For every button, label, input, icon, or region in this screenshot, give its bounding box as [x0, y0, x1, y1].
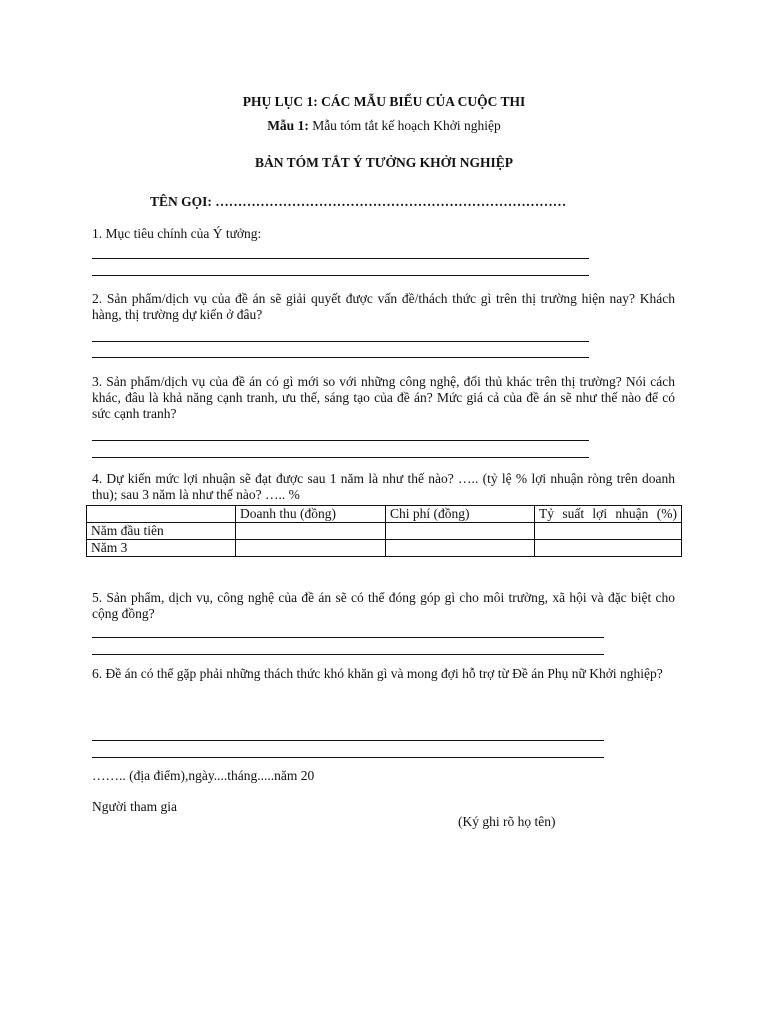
answer-line-5a[interactable] — [92, 637, 604, 638]
name-field[interactable] — [150, 194, 566, 210]
form-description: Mẫu tóm tắt kế hoạch Khởi nghiệp — [312, 118, 501, 133]
table-header-margin-label: Tỷ suất lợi nhuận (%) — [539, 506, 677, 521]
table-row-label: Năm 3 — [87, 540, 236, 557]
answer-line-3a[interactable] — [92, 440, 589, 441]
answer-line-1a[interactable] — [92, 258, 589, 259]
question-4: 4. Dự kiến mức lợi nhuận sẽ đạt được sau 1 năm là như thế nào? ….. (tỷ lệ % lợi nhuận ròng trên doanh thu); sau 3 năm là như thế nào? ….. % — [92, 471, 675, 502]
question-6: 6. Đề án có thể gặp phải những thách thức khó khăn gì và mong đợi hỗ trợ từ Đề án Phụ nữ Khởi nghiệp? — [92, 666, 663, 681]
form-subtitle — [0, 118, 768, 134]
question-3: 3. Sản phẩm/dịch vụ của đề án có gì mới so với những công nghệ, đối thủ khác trên thị trường? Nói cách khác, đâu là khả năng cạnh tranh, ưu thế, sáng tạo của đề án? Mức giá cả của đề án sẽ như thế nào để có sức cạnh tranh? — [92, 374, 675, 421]
table-row — [87, 523, 682, 540]
question-1: 1. Mục tiêu chính của Ý tưởng: — [92, 226, 262, 241]
answer-line-1b[interactable] — [92, 275, 589, 276]
table-header-margin — [535, 506, 682, 523]
table-row-label: Năm đầu tiên — [87, 523, 236, 540]
profit-table — [86, 505, 682, 557]
place-date: …….. (địa điểm),ngày....tháng.....năm 20 — [92, 768, 315, 783]
table-cell[interactable] — [236, 523, 386, 540]
table-header-row — [87, 506, 682, 523]
answer-line-2b[interactable] — [92, 357, 589, 358]
document-title: BẢN TÓM TẮT Ý TƯỞNG KHỞI NGHIỆP — [254, 155, 514, 170]
appendix-title: PHỤ LỤC 1: CÁC MẪU BIỂU CỦA CUỘC THI — [242, 94, 526, 109]
table-cell[interactable] — [236, 540, 386, 557]
table-header-revenue: Doanh thu (đồng) — [236, 506, 386, 523]
answer-line-6a[interactable] — [92, 740, 604, 741]
answer-line-5b[interactable] — [92, 654, 604, 655]
table-header-cost: Chi phí (đồng) — [386, 506, 535, 523]
question-5: 5. Sản phẩm, dịch vụ, công nghệ của đề án sẽ có thể đóng góp gì cho môi trường, xã hội và đặc biệt cho cộng đồng? — [92, 590, 675, 621]
signature-label: (Ký ghi rõ họ tên) — [458, 814, 556, 829]
table-cell[interactable] — [535, 523, 682, 540]
name-dots: …………………………………………………………………… — [215, 194, 567, 209]
table-row — [87, 540, 682, 557]
table-cell[interactable] — [535, 540, 682, 557]
table-cell[interactable] — [386, 523, 535, 540]
question-2: 2. Sản phẩm/dịch vụ của đề án sẽ giải quyết được vấn đề/thách thức gì trên thị trường hiện nay? Khách hàng, thị trường dự kiến ở đâu? — [92, 291, 675, 322]
table-header-cell — [87, 506, 236, 523]
answer-line-3b[interactable] — [92, 457, 589, 458]
table-cell[interactable] — [386, 540, 535, 557]
participant-label: Người tham gia — [92, 799, 177, 814]
form-label: Mẫu 1: — [267, 118, 309, 133]
name-label: TÊN GỌI: — [150, 194, 212, 209]
answer-line-6b[interactable] — [92, 757, 604, 758]
answer-line-2a[interactable] — [92, 341, 589, 342]
